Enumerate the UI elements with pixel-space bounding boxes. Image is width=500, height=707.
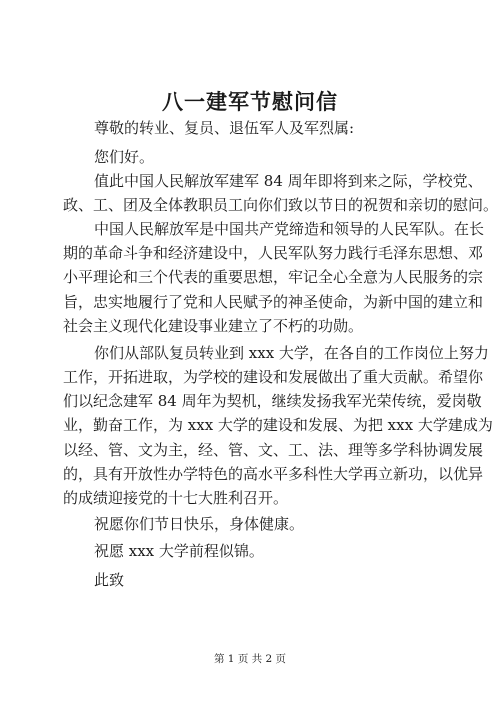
paragraph-line: 工作，开拓进取，为学校的建设和发展做出了重大贡献。希望你	[63, 368, 484, 386]
paragraph-line: 的成绩迎接党的十七大胜利召开。	[63, 489, 289, 507]
paragraph-line: 期的革命斗争和经济建设中，人民军队努力践行毛泽东思想、邓	[63, 244, 484, 262]
paragraph-line: 你们从部队复员转业到 xxx 大学，在各自的工作岗位上努力	[94, 344, 489, 362]
greeting-line: 您们好。	[94, 148, 155, 166]
paragraph-line: 旨，忠实地履行了党和人民赋予的神圣使命，为新中国的建立和	[63, 293, 484, 311]
salutation-line: 尊敬的转业、复员、退伍军人及军烈属:	[94, 119, 355, 137]
paragraph-line: 们以纪念建军 84 周年为契机，继续发扬我军光荣传统，爱岗敬	[63, 392, 482, 410]
paragraph-line: 政、工、团及全体教职员工向你们致以节日的祝贺和亲切的慰问。	[63, 196, 499, 214]
paragraph-line: 中国人民解放军是中国共产党缔造和领导的人民军队。在长	[94, 220, 485, 238]
wish-line: 祝愿你们节日快乐，身体健康。	[94, 515, 305, 533]
paragraph-line: 以经、管、文为主，经、管、文、工、法、理等多学科协调发展	[63, 441, 484, 459]
paragraph-line: 的，具有开放性办学特色的高水平多科性大学再立新功，以优异	[63, 465, 484, 483]
paragraph-line: 值此中国人民解放军建军 84 周年即将到来之际，学校党、	[94, 172, 483, 190]
paragraph-line: 业，勤奋工作，为 xxx 大学的建设和发展、为把 xxx 大学建成为	[63, 416, 493, 434]
paragraph-line: 社会主义现代化建设事业建立了不朽的功勋。	[63, 317, 364, 335]
paragraph-line: 小平理论和三个代表的重要思想，牢记全心全意为人民服务的宗	[63, 268, 484, 286]
page-title: 八一建军节慰问信	[162, 89, 338, 114]
closing-line: 此致	[94, 571, 125, 589]
wish-line: 祝愿 xxx 大学前程似锦。	[94, 542, 264, 560]
page-footer: 第 1 页 共 2 页	[213, 653, 287, 665]
